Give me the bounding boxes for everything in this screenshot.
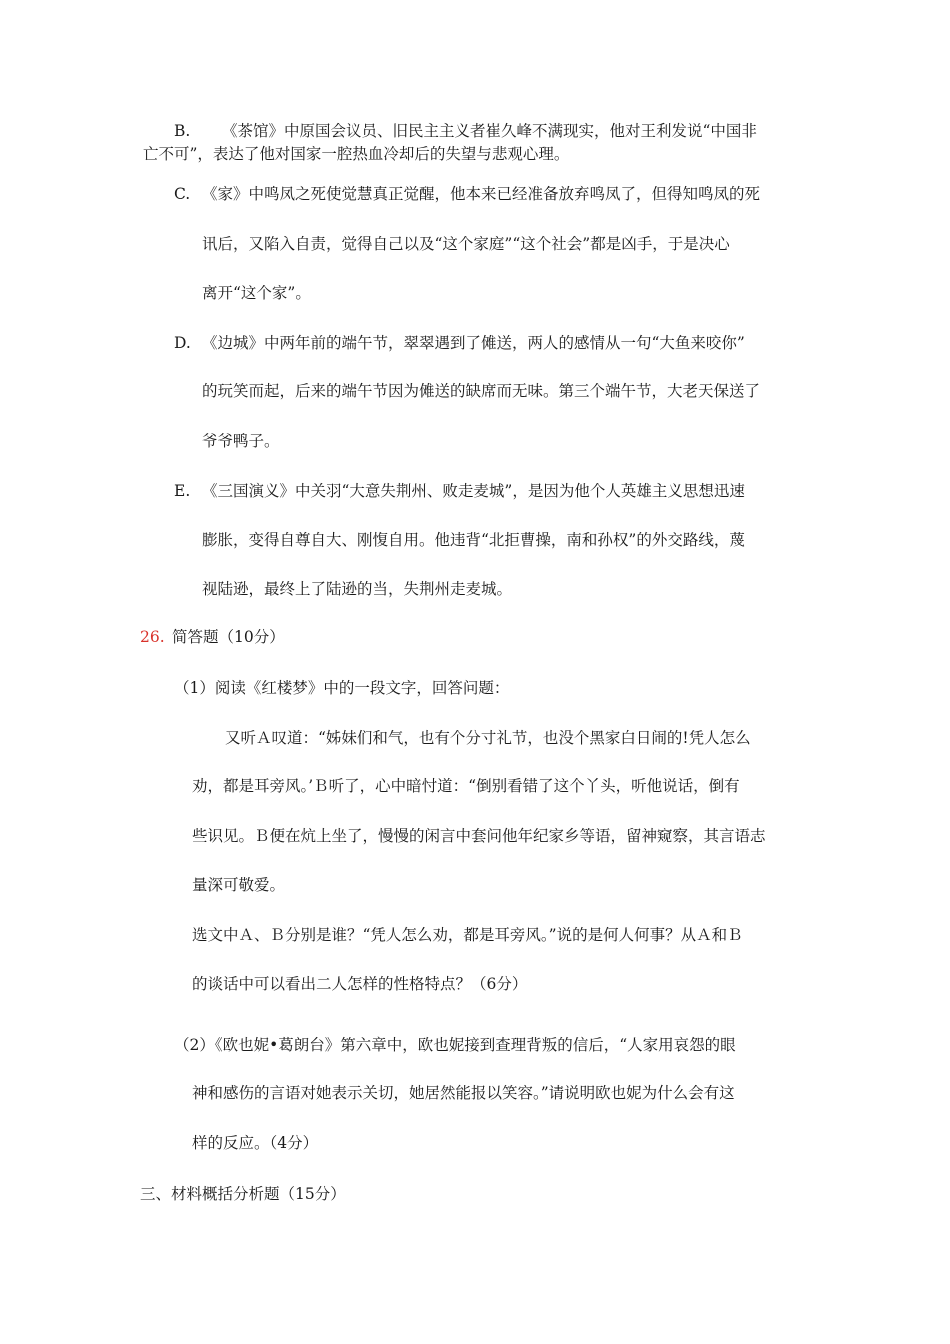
option-c-line-3: 离开“这个家”。: [202, 284, 311, 302]
option-e-line-3: 视陆逊，最终上了陆逊的当，失荆州走麦城。: [202, 580, 513, 598]
question-line-2: 的谈话中可以看出二人怎样的性格特点？（6分）: [192, 975, 528, 993]
part-2-line-3: 样的反应。（4分）: [192, 1134, 319, 1152]
option-c-line-1: 《家》中鸣凤之死使觉慧真正觉醒，他本来已经准备放弃鸣凤了，但得知鸣凤的死: [202, 185, 761, 203]
part-2-line-1: （2）《欧也妮•葛朗台》第六章中，欧也妮接到查理背叛的信后，“人家用哀怨的眼: [174, 1036, 736, 1054]
option-b-line-1: 《茶馆》中原国会议员、旧民主主义者崔久峰不满现实，他对王利发说“中国非: [222, 122, 757, 140]
option-b-line-2: 亡不可”，表达了他对国家一腔热血冷却后的失望与悲观心理。: [143, 145, 570, 163]
question-line-1: 选文中Ａ、Ｂ分别是谁？“凭人怎么劝，都是耳旁风。”说的是何人何事？从Ａ和Ｂ: [192, 926, 743, 944]
question-26-title: 简答题（10分）: [172, 628, 285, 646]
question-26-number: 26.: [140, 628, 165, 646]
option-d-letter: D.: [174, 334, 191, 352]
passage-line-2: 劝，都是耳旁风。’Ｂ听了，心中暗忖道：“倒别看错了这个丫头，听他说话，倒有: [192, 777, 740, 795]
passage-line-4: 量深可敬爱。: [192, 876, 286, 894]
option-e-line-1: 《三国演义》中关羽“大意失荆州、败走麦城”，是因为他个人英雄主义思想迅速: [202, 482, 745, 500]
option-c-line-2: 讯后，又陷入自责，觉得自己以及“这个家庭”“这个社会”都是凶手，于是决心: [202, 235, 730, 253]
section-3-title: 三、材料概括分析题（15分）: [140, 1185, 346, 1203]
option-d-line-2: 的玩笑而起，后来的端午节因为傩送的缺席而无味。第三个端午节，大老天保送了: [202, 382, 761, 400]
part-1-intro: （1）阅读《红楼梦》中的一段文字，回答问题：: [174, 679, 510, 697]
option-b-letter: B.: [174, 122, 191, 140]
option-e-letter: E.: [174, 482, 191, 500]
passage-line-1: 又听Ａ叹道：“姊妹们和气，也有个分寸礼节，也没个黑家白日闹的!凭人怎么: [225, 729, 751, 747]
option-c-letter: C.: [174, 185, 191, 203]
part-2-line-2: 神和感伤的言语对她表示关切，她居然能报以笑容。”请说明欧也妮为什么会有这: [192, 1084, 735, 1102]
option-d-line-1: 《边城》中两年前的端午节，翠翠遇到了傩送，两人的感情从一句“大鱼来咬你”: [202, 334, 745, 352]
option-d-line-3: 爷爷鸭子。: [202, 432, 280, 450]
option-e-line-2: 膨胀，变得自尊自大、刚愎自用。他违背“北拒曹操，南和孙权”的外交路线，蔑: [202, 531, 745, 549]
passage-line-3: 些识见。Ｂ便在炕上坐了，慢慢的闲言中套问他年纪家乡等语，留神窥察，其言语志: [192, 827, 766, 845]
